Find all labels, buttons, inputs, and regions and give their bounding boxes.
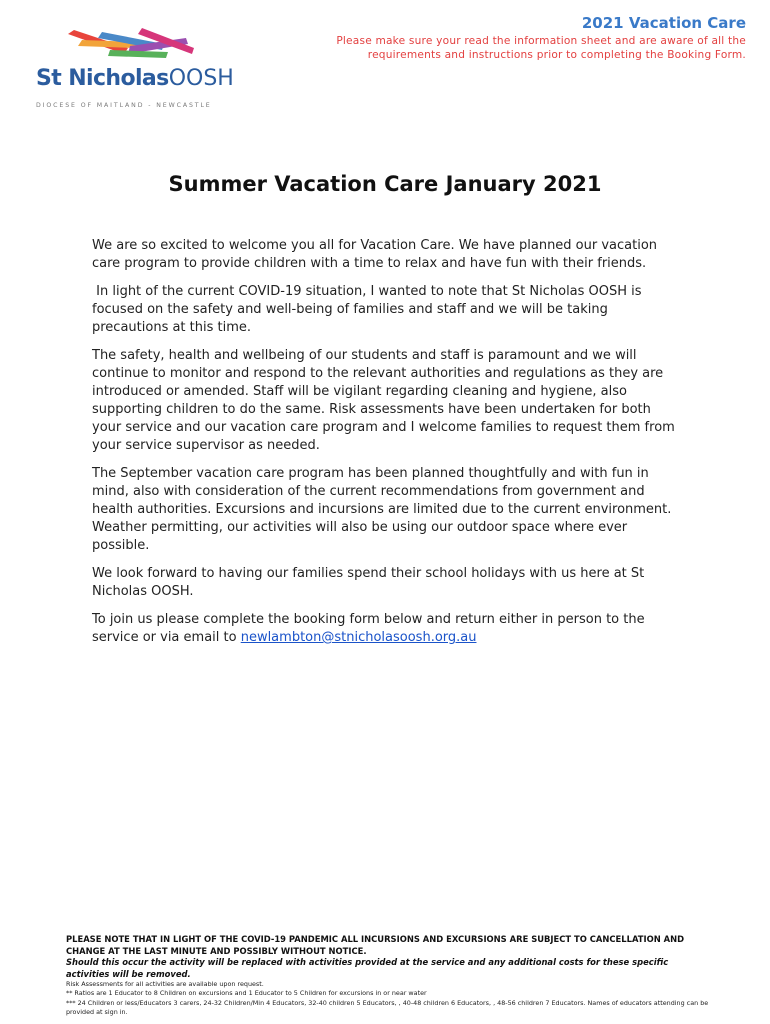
paragraph-program: The September vacation care program has been planned thoughtfully and with fun in mind, also with consideration of the current recommendations from government and health authorities. Excursions and incursions are limited due to the current environment. Weather permitting, our activities will also be using our outdoor space where ever possible. bbox=[92, 466, 672, 553]
footer-ratios: ** Ratios are 1 Educator to 8 Children on excursions and 1 Educator to 5 Children for excursions in or near water bbox=[66, 989, 427, 998]
footer-notes bbox=[66, 934, 714, 1017]
paragraph-covid: In light of the current COVID-19 situation, I wanted to note that St Nicholas OOSH is focused on the safety and well-being of families and staff and we will be taking precautions at this time. bbox=[92, 284, 646, 335]
paragraph-safety: The safety, health and wellbeing of our students and staff is paramount and we will continue to monitor and respond to the relevant authorities and regulations as they are introduced or amended. Staff will be vigilant regarding cleaning and hygiene, also supporting children to do the same. Risk assessments have been undertaken for both your service and our vacation care program and I welcome families to request them from your service supervisor as needed. bbox=[92, 348, 675, 453]
vacation-care-heading: 2021 Vacation Care bbox=[581, 14, 746, 32]
page-title: Summer Vacation Care January 2021 bbox=[168, 172, 602, 196]
paragraph-holidays: We look forward to having our families spend their school holidays with us here at St Nicholas OOSH. bbox=[92, 566, 645, 599]
footer-replace-notice: Should this occur the activity will be replaced with activities provided at the service and any additional costs for these specific activities will be removed. bbox=[66, 957, 669, 979]
logo-name: St Nicholas bbox=[36, 66, 169, 91]
letter-body bbox=[92, 237, 682, 657]
join-text: To join us please complete the booking form below and return either in person to the service or via email to bbox=[92, 612, 645, 645]
logo-subtitle: DIOCESE OF MAITLAND - NEWCASTLE bbox=[36, 102, 212, 109]
logo-oosh: OOSH bbox=[168, 66, 234, 91]
crayons-icon bbox=[68, 26, 198, 66]
footer-risk: Risk Assessments for all activities are available upon request. bbox=[66, 980, 264, 988]
logo-title bbox=[36, 66, 234, 91]
header-info bbox=[316, 14, 746, 62]
paragraph-join bbox=[92, 611, 682, 647]
header-notice-line1: Please make sure your read the information sheet and are aware of all the bbox=[336, 35, 746, 47]
footer-educators: *** 24 Children or less/Educators 3 carers, 24-32 Children/Min 4 Educators, 32-40 children 5 Educators, , 40-48 children 6 Educators, , 48-56 children 7 Educators. Names of educators attending can be provided at sign in. bbox=[66, 998, 709, 1016]
header-notice-line2: requirements and instructions prior to completing the Booking Form. bbox=[367, 49, 746, 61]
header-notice bbox=[316, 34, 746, 62]
email-link[interactable]: newlambton@stnicholasoosh.org.au bbox=[240, 630, 477, 645]
logo bbox=[36, 26, 236, 118]
paragraph-welcome: We are so excited to welcome you all for Vacation Care. We have planned our vacation care program to provide children with a time to relax and have fun with their friends. bbox=[92, 238, 658, 271]
footer-covid-notice: PLEASE NOTE THAT IN LIGHT OF THE COVID-19 PANDEMIC ALL INCURSIONS AND EXCURSIONS ARE SUBJECT TO CANCELLATION AND CHANGE AT THE LAST MINUTE AND POSSIBLY WITHOUT NOTICE. bbox=[66, 934, 685, 956]
